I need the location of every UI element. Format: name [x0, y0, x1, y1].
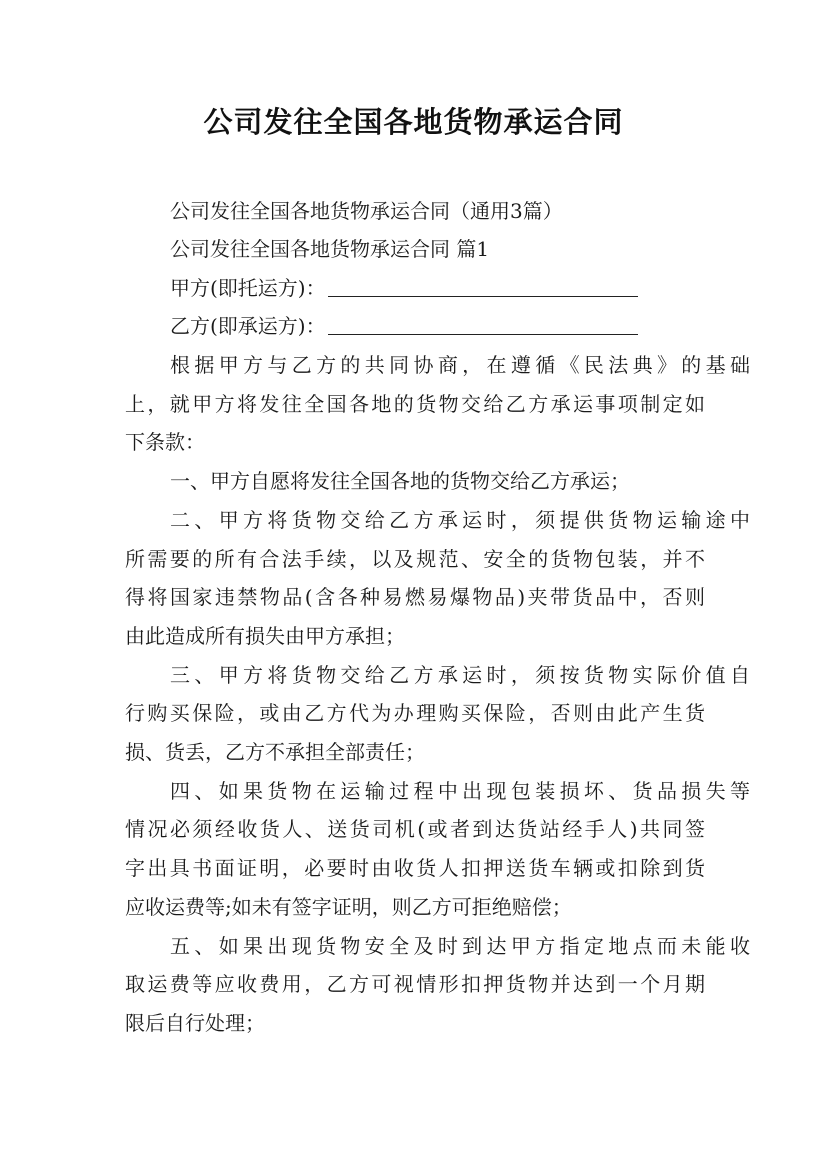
body-line: 根据甲方与乙方的共同协商，在遵循《民法典》的基础 — [170, 353, 750, 377]
party-a-blank — [328, 274, 638, 297]
clause-2: 二、甲方将货物交给乙方承运时，须提供货物运输途中 — [170, 508, 750, 532]
body-line: 字出具书面证明，必要时由收货人扣押送货车辆或扣除到货 — [125, 856, 705, 880]
body-line: 由此造成所有损失由甲方承担； — [125, 624, 405, 648]
clause-4: 四、如果货物在运输过程中出现包装损坏、货品损失等 — [170, 779, 750, 803]
body-line: 应收运费等;如未有签字证明，则乙方可拒绝赔偿； — [125, 895, 572, 919]
body-line: 取运费等应收费用，乙方可视情形扣押货物并达到一个月期 — [125, 972, 705, 996]
party-b-blank — [328, 312, 638, 335]
body-line: 损、货丢，乙方不承担全部责任； — [125, 740, 425, 764]
body-line: 下条款： — [125, 430, 205, 454]
party-b-label: 乙方(即承运方)： — [170, 314, 326, 338]
document-subtitle: 公司发往全国各地货物承运合同（通用3篇） — [170, 199, 563, 223]
document-title: 公司发往全国各地货物承运合同 — [203, 105, 624, 139]
body-line: 所需要的所有合法手续，以及规范、安全的货物包装，并不 — [125, 547, 705, 571]
clause-3: 三、甲方将货物交给乙方承运时，须按货物实际价值自 — [170, 663, 750, 687]
body-line: 得将国家违禁物品(含各种易燃易爆物品)夹带货品中，否则 — [125, 585, 705, 609]
body-line: 行购买保险，或由乙方代为办理购买保险，否则由此产生货 — [125, 701, 705, 725]
body-line: 情况必须经收货人、送货司机(或者到达货站经手人)共同签 — [125, 817, 705, 841]
body-line: 限后自行处理； — [125, 1011, 265, 1035]
party-a-label: 甲方(即托运方)： — [170, 276, 326, 300]
clause-1: 一、甲方自愿将发往全国各地的货物交给乙方承运； — [170, 469, 630, 493]
party-b-row — [125, 307, 750, 345]
party-a-row — [125, 269, 750, 307]
clause-5: 五、如果出现货物安全及时到达甲方指定地点而未能收 — [170, 934, 750, 958]
body-line: 上，就甲方将发往全国各地的货物交给乙方承运事项制定如 — [125, 392, 705, 416]
article-heading: 公司发往全国各地货物承运合同 篇1 — [170, 237, 490, 261]
